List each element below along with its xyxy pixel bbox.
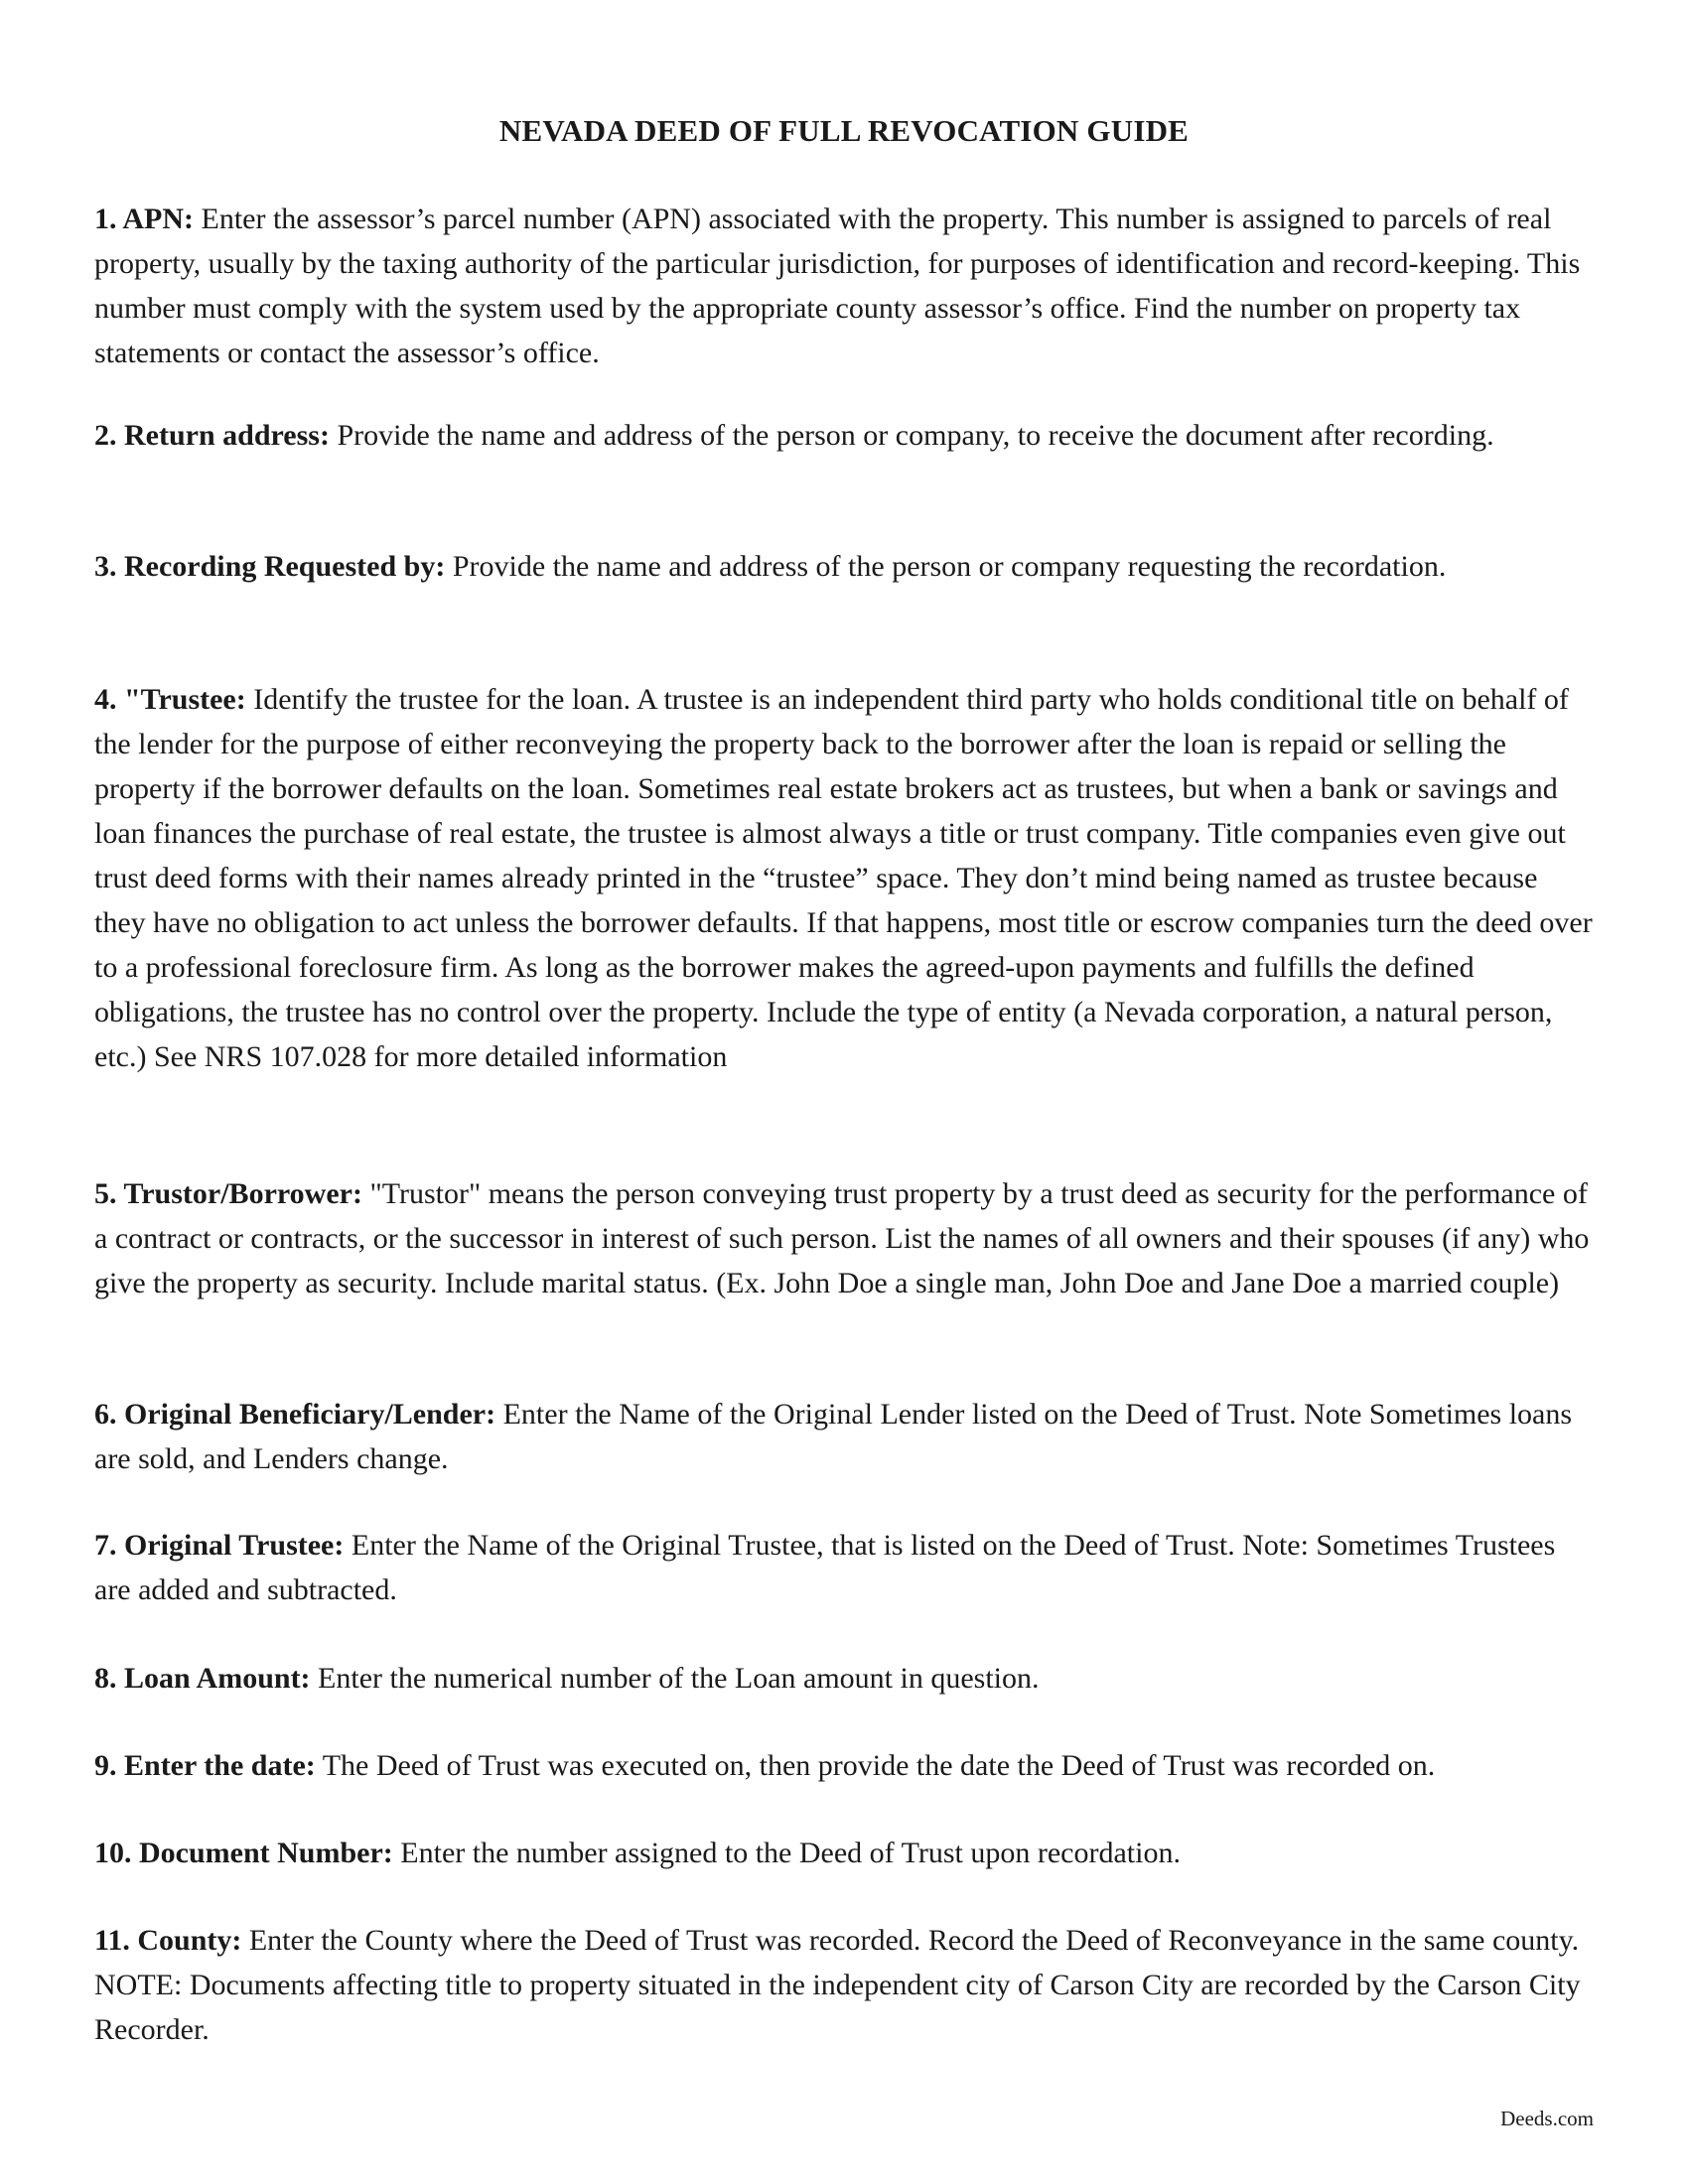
guide-item-recording-requested-by <box>94 544 1594 589</box>
item-text: Identify the trustee for the loan. A trustee is an independent third party who holds conditional title on behalf of the lender for the purpose of either reconveying the property back to the borrower after the loan is repaid or selling the property if the borrower defaults on the loan. Sometimes real estate brokers act as trustees, but when a bank or savings and loan finances the purchase of real estate, the trustee is almost always a title or trust company. Title companies even give out trust deed forms with their names already printed in the “trustee” space. They don’t mind being named as trustee because they have no obligation to act unless the borrower defaults. If that happens, most title or escrow companies turn the deed over to a professional foreclosure firm. As long as the borrower makes the agreed-upon payments and fulfills the defined obligations, the trustee has no control over the property. Include the type of entity (a Nevada corporation, a natural person, etc.) See NRS 107.028 for more detailed information <box>94 683 1593 1073</box>
guide-item-document-number <box>94 1831 1594 1875</box>
item-heading: 2. Return address: <box>94 419 330 452</box>
item-heading: 4. "Trustee: <box>94 683 246 716</box>
guide-item-apn <box>94 197 1594 375</box>
item-heading: 7. Original Trustee: <box>94 1529 345 1562</box>
item-heading: 8. Loan Amount: <box>94 1662 311 1695</box>
item-text: Enter the Name of the Original Lender listed on the Deed of Trust. Note Sometimes loans are sold, and Lenders change. <box>94 1398 1573 1475</box>
item-heading: 3. Recording Requested by: <box>94 550 446 583</box>
item-text: Enter the County where the Deed of Trust was recorded. Record the Deed of Reconveyance in the same county. NOTE: Documents affecting title to property situated in the independent city of Carson City are recorded by the Carson City Recorder. <box>94 1924 1581 2046</box>
guide-item-county <box>94 1918 1594 2052</box>
item-text: Provide the name and address of the person or company, to receive the document after recording. <box>329 419 1494 452</box>
guide-item-original-beneficiary <box>94 1392 1594 1481</box>
item-text: Enter the Name of the Original Trustee, that is listed on the Deed of Trust. Note: Sometimes Trustees are added and subtracted. <box>94 1529 1556 1606</box>
item-heading: 10. Document Number: <box>94 1837 393 1869</box>
item-text: Enter the number assigned to the Deed of Trust upon recordation. <box>392 1837 1181 1869</box>
guide-item-loan-amount <box>94 1656 1594 1701</box>
guide-item-enter-date <box>94 1743 1594 1788</box>
item-text: Enter the numerical number of the Loan amount in question. <box>310 1662 1040 1695</box>
item-heading: 6. Original Beneficiary/Lender: <box>94 1398 496 1431</box>
footer-brand: Deeds.com <box>1500 2107 1594 2130</box>
item-text: The Deed of Trust was executed on, then provide the date the Deed of Trust was recorded on. <box>315 1749 1436 1782</box>
guide-item-original-trustee <box>94 1523 1594 1612</box>
item-heading: 11. County: <box>94 1924 242 1957</box>
item-text: Enter the assessor’s parcel number (APN) associated with the property. This number is assigned to parcels of real property, usually by the taxing authority of the particular jurisdiction, for purposes of identification and record-keeping. This number must comply with the system used by the appropriate county assessor’s office. Find the number on property tax statements or contact the assessor’s office. <box>94 203 1581 369</box>
document-title: NEVADA DEED OF FULL REVOCATION GUIDE <box>498 113 1190 148</box>
guide-item-return-address <box>94 413 1625 458</box>
item-heading: 5. Trustor/Borrower: <box>94 1177 362 1210</box>
guide-item-trustee <box>94 677 1594 1079</box>
guide-item-trustor-borrower <box>94 1171 1594 1305</box>
item-heading: 1. APN: <box>94 203 194 235</box>
item-heading: 9. Enter the date: <box>94 1749 316 1782</box>
item-text: "Trustor" means the person conveying trust property by a trust deed as security for the performance of a contract or contracts, or the successor in interest of such person. List the names of all owners and their spouses (if any) who give the property as security. Include marital status. (Ex. John Doe a single man, John Doe and Jane Doe a married couple) <box>94 1177 1590 1299</box>
item-text: Provide the name and address of the person or company requesting the recordation. <box>445 550 1447 583</box>
